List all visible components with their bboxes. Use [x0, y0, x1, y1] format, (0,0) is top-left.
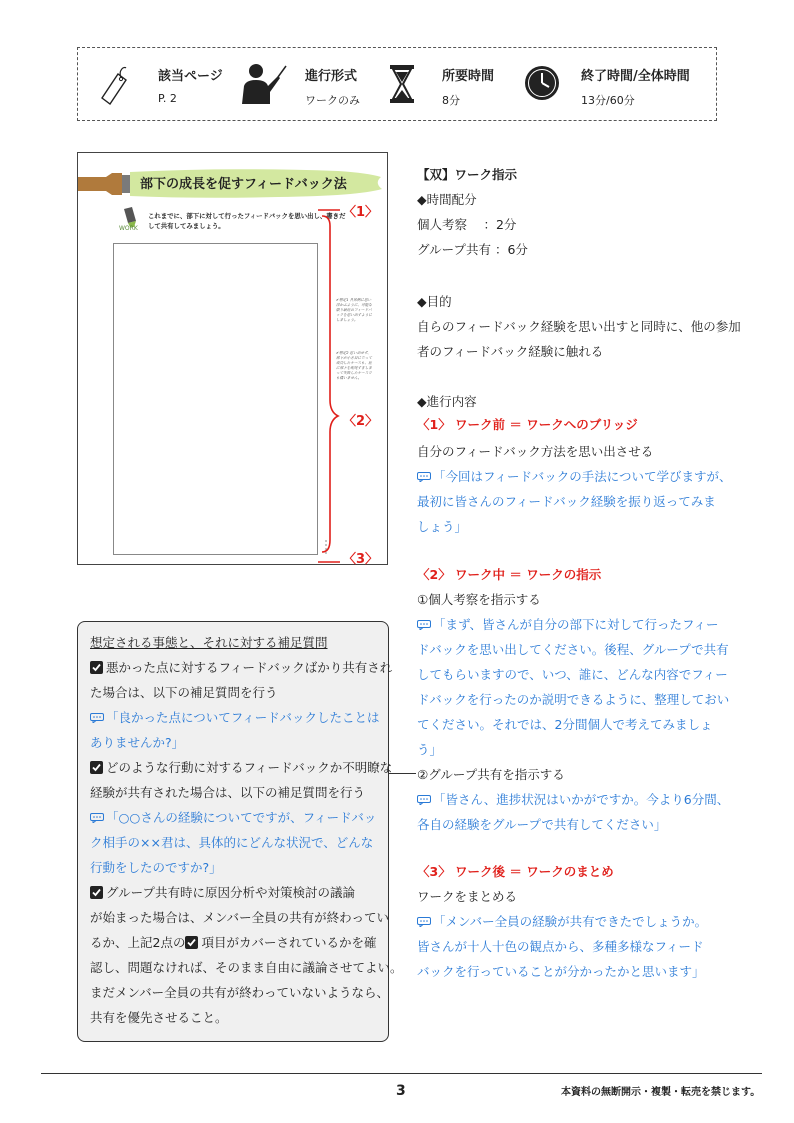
hourglass-icon — [388, 64, 416, 104]
purpose-line-2: 者のフィードバック経験に触れる — [417, 344, 604, 359]
section-brace — [310, 200, 350, 570]
step2-quote-8: 各自の経験をグループで共有してください」 — [417, 817, 667, 832]
case-3-line-6: 共有を優先させること。 — [90, 1010, 228, 1025]
case-1-quote-1: 「良かった点についてフィードバックしたことは — [90, 708, 380, 726]
step1-quote-3: しょう」 — [417, 519, 468, 534]
work-heading: 【双】ワーク指示 — [417, 167, 518, 182]
content-heading: ◆進行内容 — [417, 394, 477, 409]
copyright-notice: 本資料の無断開示・複製・転売を禁じます。 — [561, 1087, 761, 1098]
case-3-line-5: まだメンバー全員の共有が終わっていないようなら、 — [90, 985, 390, 1000]
footer-divider — [41, 1073, 762, 1074]
page-label: 該当ページ — [158, 69, 223, 84]
clock-icon — [524, 65, 560, 101]
step3-quote-3: バックを行っていることが分かったかと思います」 — [417, 964, 705, 979]
step2-quote-5: てください。それでは、2分間個人で考えてみましょ — [417, 717, 713, 732]
step2-text-1: ①個人考察を指示する — [417, 592, 541, 607]
step3-quote-2: 皆さんが十人十色の観点から、多種多様なフィード — [417, 939, 704, 954]
step2-quote-6: う」 — [417, 742, 443, 757]
purpose-line-1: 自らのフィードバック経験を思い出すと同時に、他の参加 — [417, 319, 741, 334]
step2-quote-1: 「まず、皆さんが自分の部下に対して行ったフィー — [417, 615, 719, 633]
slide-title: 部下の成長を促すフィードバック法 — [140, 177, 347, 192]
format-label: 進行形式 — [305, 69, 358, 84]
case-2-line-2: 経験が共有された場合は、以下の補足質問を行う — [90, 785, 366, 800]
step1-quote-1: 「今回はフィードバックの手法について学びますが、 — [417, 467, 732, 485]
step3-quote-1: 「メンバー全員の経験が共有できたでしょうか。 — [417, 912, 707, 930]
case-1-line-2: た場合は、以下の補足質問を行う — [90, 685, 278, 700]
slide-answer-box — [113, 243, 318, 555]
step2-quote-4: ドバックを行ったのか説明できるように、整理しておい — [417, 692, 730, 707]
page-value: P. 2 — [158, 92, 177, 105]
step2-quote-2: ドバックを思い出してください。後程、グループで共有 — [417, 642, 729, 657]
end-time-label: 終了時間/全体時間 — [581, 69, 690, 84]
checkbox-icon — [185, 936, 198, 949]
time-group: グループ共有 ：6分 — [417, 242, 528, 257]
case-3-line-4: 認し、問題なければ、そのまま自由に議論させてよい。 — [90, 960, 403, 975]
step2-text-2: ②グループ共有を指示する — [417, 767, 565, 782]
checkbox-icon — [90, 661, 103, 674]
work-label: WORK — [119, 225, 138, 232]
slide-note-2: ✔想定2 思い出せず、部下が小さ目に立って成功したケースも、逆に部下を叱咤すぎしまって失敗したケースでも構いません。 — [336, 351, 372, 380]
case-3-line-1: グループ共有時に原因分析や対策検討の議論 — [90, 883, 355, 901]
presenter-icon — [238, 62, 288, 106]
connector-line — [389, 773, 416, 774]
step3-text: ワークをまとめる — [417, 889, 518, 904]
duration-value: 8分 — [442, 94, 460, 107]
speech-bubble-icon — [417, 620, 431, 630]
purpose-heading: ◆目的 — [417, 294, 452, 309]
case-3-line-3: るか、上記2点の 項目がカバーされているかを確 — [90, 935, 377, 950]
format-value: ワークのみ — [305, 94, 360, 107]
case-3-line-2: が始まった場合は、メンバー全員の共有が終わってい — [90, 910, 390, 925]
step2-quote-7: 「皆さん、進捗状況はいかがですか。今より6分間、 — [417, 790, 729, 808]
speech-bubble-icon — [417, 795, 431, 805]
duration-label: 所要時間 — [442, 69, 495, 84]
case-1-line-1: 悪かった点に対するフィードバックばかり共有され — [90, 658, 392, 676]
step1-text: 自分のフィードバック方法を思い出させる — [417, 444, 654, 459]
speech-bubble-icon — [417, 472, 431, 482]
step1-quote-2: 最初に皆さんのフィードバック経験を振り返ってみま — [417, 494, 716, 509]
case-2-quote-3: 行動をしたのですか?」 — [90, 860, 222, 875]
marker-3: 〈3〉 — [343, 552, 379, 567]
step2-quote-3: してもらいますので、いつ、誰に、どんな内容でフィー — [417, 667, 728, 682]
checkbox-icon — [90, 761, 103, 774]
slide-note-1: ✔想定1 具体例に思い浮かぶように、可能な限り最近のフィードバックを思い出すようにしましょう。 — [336, 298, 372, 322]
time-individual: 個人考察 ：2分 — [417, 217, 517, 232]
speech-bubble-icon — [90, 813, 104, 823]
tag-icon — [96, 64, 132, 106]
step3-title: 〈3〉 ワーク後 ＝ ワークのまとめ — [417, 864, 614, 879]
case-2-quote-1: 「○○さんの経験についてですが、フィードバッ — [90, 808, 376, 826]
marker-2: 〈2〉 — [343, 414, 379, 429]
checkbox-icon — [90, 886, 103, 899]
header-info-box — [77, 47, 717, 121]
end-time-value: 13分/60分 — [581, 94, 635, 107]
case-2-line-1: どのような行動に対するフィードバックか不明瞭な — [90, 758, 392, 776]
time-heading: ◆時間配分 — [417, 192, 477, 207]
case-1-quote-2: ありませんか?」 — [90, 735, 185, 750]
callout-title: 想定される事態と、それに対する補足質問 — [90, 635, 328, 650]
speech-bubble-icon — [90, 713, 104, 723]
speech-bubble-icon — [417, 917, 431, 927]
page-number: 3 — [396, 1083, 406, 1099]
step2-title: 〈2〉 ワーク中 ＝ ワークの指示 — [417, 567, 602, 582]
case-2-quote-2: ク相手の××君は、具体的にどんな状況で、どんな — [90, 835, 374, 850]
marker-1: 〈1〉 — [343, 205, 379, 220]
step1-title: 〈1〉 ワーク前 ＝ ワークへのブリッジ — [417, 417, 638, 432]
slide-instruction: これまでに、部下に対して行ったフィードバックを思い出し、書きだして共有してみましょう。 — [148, 212, 346, 230]
